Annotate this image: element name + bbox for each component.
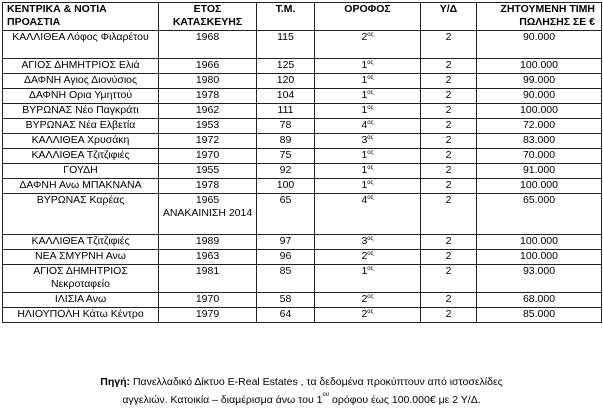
floor-suffix: ος bbox=[367, 294, 374, 300]
year-value: 1979 bbox=[195, 308, 220, 320]
cell-floor bbox=[315, 119, 421, 134]
cell-year bbox=[159, 149, 257, 164]
floor-suffix: ος bbox=[367, 309, 374, 315]
floor-suffix: ος bbox=[367, 135, 374, 141]
cell-price: 65.000 bbox=[477, 194, 602, 235]
cell-bath: 2 bbox=[421, 179, 477, 194]
cell-floor bbox=[315, 179, 421, 194]
table-row bbox=[3, 179, 602, 194]
cell-bath: 2 bbox=[421, 194, 477, 235]
cell-sqm: 65 bbox=[257, 194, 315, 235]
floor-suffix: ος bbox=[367, 75, 374, 81]
table-row bbox=[3, 164, 602, 179]
cell-price: 93.000 bbox=[477, 265, 602, 293]
table-row bbox=[3, 31, 602, 59]
year-value: 1955 bbox=[195, 164, 220, 176]
table-row bbox=[3, 250, 602, 265]
header-price: ΖΗΤΟΥΜΕΝΗ ΤΙΜΗ ΠΩΛΗΣΗΣ ΣΕ € bbox=[477, 3, 602, 31]
cell-area: ΔΑΦΝΗ Ανω ΜΠΑΚΝΑΝΑ bbox=[3, 179, 159, 194]
cell-sqm: 78 bbox=[257, 119, 315, 134]
source-note bbox=[0, 373, 603, 409]
floor-value: 1 bbox=[361, 149, 368, 161]
floor-value: 1 bbox=[361, 164, 368, 176]
cell-price: 90.000 bbox=[477, 31, 602, 59]
cell-year bbox=[159, 265, 257, 293]
cell-year bbox=[159, 293, 257, 308]
header-floor: ΟΡΟΦΟΣ bbox=[315, 3, 421, 31]
cell-floor bbox=[315, 104, 421, 119]
cell-bath: 2 bbox=[421, 265, 477, 293]
table-row bbox=[3, 265, 602, 293]
cell-year bbox=[159, 59, 257, 74]
floor-suffix: ος bbox=[367, 105, 374, 111]
floor-value: 2 bbox=[361, 293, 368, 305]
year-value: 1962 bbox=[195, 104, 220, 116]
source-label: Πηγή: bbox=[100, 376, 131, 388]
floor-value: 3 bbox=[361, 235, 368, 247]
cell-area: ΝΕΑ ΣΜΥΡΝΗ Ανω bbox=[3, 250, 159, 265]
cell-year bbox=[159, 194, 257, 235]
cell-area: ΓΟΥΔΗ bbox=[3, 164, 159, 179]
floor-suffix: ος bbox=[367, 165, 374, 171]
cell-area: ΒΥΡΩΝΑΣ Νέο Παγκράτι bbox=[3, 104, 159, 119]
cell-price: 68.000 bbox=[477, 293, 602, 308]
cell-bath: 2 bbox=[421, 134, 477, 149]
floor-value: 1 bbox=[361, 104, 368, 116]
floor-suffix: ος bbox=[367, 266, 374, 272]
cell-area: ΚΑΛΛΙΘΕΑ Τζιτζιφιές bbox=[3, 149, 159, 164]
table-row bbox=[3, 89, 602, 104]
floor-value: 1 bbox=[361, 74, 368, 86]
cell-area: ΚΑΛΛΙΘΕΑ Τζιτζιφιές bbox=[3, 235, 159, 250]
cell-floor bbox=[315, 74, 421, 89]
source-text-2b: ορόφου έως 100.000€ με 2 Υ/Δ. bbox=[329, 394, 481, 406]
table-row bbox=[3, 134, 602, 149]
cell-price: 100.000 bbox=[477, 179, 602, 194]
cell-price: 100.000 bbox=[477, 250, 602, 265]
cell-area: ΒΥΡΩΝΑΣ Νέα Ελβετία bbox=[3, 119, 159, 134]
cell-floor bbox=[315, 250, 421, 265]
cell-area: ΗΛΙΟΥΠΟΛΗ Κάτω Κέντρο bbox=[3, 308, 159, 323]
floor-suffix: ος bbox=[367, 150, 374, 156]
floor-suffix: ος bbox=[367, 251, 374, 257]
floor-suffix: ος bbox=[367, 90, 374, 96]
cell-bath: 2 bbox=[421, 119, 477, 134]
header-bath: Υ/Δ bbox=[421, 3, 477, 31]
cell-bath: 2 bbox=[421, 308, 477, 323]
table-row bbox=[3, 104, 602, 119]
cell-sqm: 97 bbox=[257, 235, 315, 250]
cell-floor bbox=[315, 31, 421, 59]
cell-year bbox=[159, 250, 257, 265]
cell-sqm: 92 bbox=[257, 164, 315, 179]
year-value: 1963 bbox=[195, 250, 220, 262]
cell-price: 100.000 bbox=[477, 104, 602, 119]
cell-year bbox=[159, 164, 257, 179]
floor-value: 2 bbox=[361, 31, 368, 43]
cell-floor bbox=[315, 89, 421, 104]
floor-value: 2 bbox=[361, 308, 368, 320]
cell-bath: 2 bbox=[421, 164, 477, 179]
cell-floor bbox=[315, 293, 421, 308]
year-value: 1978 bbox=[195, 179, 220, 191]
floor-suffix: ος bbox=[367, 236, 374, 242]
cell-bath: 2 bbox=[421, 104, 477, 119]
cell-sqm: 89 bbox=[257, 134, 315, 149]
cell-floor bbox=[315, 265, 421, 293]
year-value: 1970 bbox=[195, 149, 220, 161]
cell-sqm: 104 bbox=[257, 89, 315, 104]
cell-year bbox=[159, 134, 257, 149]
floor-value: 3 bbox=[361, 134, 368, 146]
cell-bath: 2 bbox=[421, 250, 477, 265]
cell-area: ΔΑΦΝΗ Αγιος Διονύσιος bbox=[3, 74, 159, 89]
cell-area: ΑΓΙΟΣ ΔΗΜΗΤΡΙΟΣ Νεκροταφείο bbox=[3, 265, 159, 293]
cell-sqm: 120 bbox=[257, 74, 315, 89]
listings-table bbox=[2, 2, 602, 323]
table-row bbox=[3, 59, 602, 74]
cell-sqm: 125 bbox=[257, 59, 315, 74]
header-year: ΕΤΟΣ ΚΑΤΑΣΚΕΥΗΣ bbox=[159, 3, 257, 31]
cell-bath: 2 bbox=[421, 89, 477, 104]
cell-year bbox=[159, 74, 257, 89]
year-value: 1978 bbox=[195, 89, 220, 101]
cell-area: ΑΓΙΟΣ ΔΗΜΗΤΡΙΟΣ Ελιά bbox=[3, 59, 159, 74]
floor-suffix: ος bbox=[367, 195, 374, 201]
year-value: 1953 bbox=[195, 119, 220, 131]
floor-value: 2 bbox=[361, 250, 368, 262]
year-value: 1970 bbox=[195, 293, 220, 305]
cell-bath: 2 bbox=[421, 59, 477, 74]
cell-bath: 2 bbox=[421, 31, 477, 59]
cell-sqm: 75 bbox=[257, 149, 315, 164]
floor-value: 1 bbox=[361, 89, 368, 101]
cell-bath: 2 bbox=[421, 149, 477, 164]
cell-price: 100.000 bbox=[477, 235, 602, 250]
table-body bbox=[3, 31, 602, 323]
source-line-2 bbox=[0, 391, 603, 409]
floor-value: 4 bbox=[361, 194, 368, 206]
cell-sqm: 115 bbox=[257, 31, 315, 59]
cell-bath: 2 bbox=[421, 293, 477, 308]
table-row bbox=[3, 235, 602, 250]
cell-area: ΙΛΙΣΙΑ Ανω bbox=[3, 293, 159, 308]
cell-floor bbox=[315, 59, 421, 74]
source-ordinal-suffix: ου bbox=[322, 392, 330, 398]
table-row bbox=[3, 119, 602, 134]
cell-area: ΔΑΦΝΗ Ορια Υμηττού bbox=[3, 89, 159, 104]
cell-sqm: 100 bbox=[257, 179, 315, 194]
year-value: 1966 bbox=[195, 59, 220, 71]
year-value: 1989 bbox=[195, 235, 220, 247]
table-row bbox=[3, 194, 602, 235]
cell-year bbox=[159, 31, 257, 59]
cell-floor bbox=[315, 149, 421, 164]
floor-value: 1 bbox=[361, 59, 368, 71]
floor-suffix: ος bbox=[367, 32, 374, 38]
cell-floor bbox=[315, 194, 421, 235]
cell-sqm: 111 bbox=[257, 104, 315, 119]
cell-price: 70.000 bbox=[477, 149, 602, 164]
floor-suffix: ος bbox=[367, 60, 374, 66]
cell-price: 72.000 bbox=[477, 119, 602, 134]
source-line-1 bbox=[0, 373, 603, 391]
cell-price: 99.000 bbox=[477, 74, 602, 89]
cell-year bbox=[159, 235, 257, 250]
year-value: 1972 bbox=[195, 134, 220, 146]
year-note: ΑΝΑΚΑΙΝΙΣΗ 2014 bbox=[162, 207, 253, 219]
table-row bbox=[3, 293, 602, 308]
cell-price: 83.000 bbox=[477, 134, 602, 149]
cell-sqm: 96 bbox=[257, 250, 315, 265]
cell-area: ΚΑΛΛΙΘΕΑ Χρυσάκη bbox=[3, 134, 159, 149]
cell-floor bbox=[315, 235, 421, 250]
source-text-1: Πανελλαδικό Δίκτυο E-Real Estates , τα δεδομένα προκύπτουν από ιστοσελίδες bbox=[130, 376, 503, 388]
floor-value: 1 bbox=[361, 179, 368, 191]
source-text-2a: αγγελιών. Κατοικία – διαμέρισμα άνω του 1 bbox=[122, 394, 323, 406]
floor-suffix: ος bbox=[367, 120, 374, 126]
cell-area: ΚΑΛΛΙΘΕΑ Λόφος Φιλαρέτου bbox=[3, 31, 159, 59]
cell-year bbox=[159, 179, 257, 194]
cell-sqm: 58 bbox=[257, 293, 315, 308]
header-sqm: Τ.Μ. bbox=[257, 3, 315, 31]
year-value: 1968 bbox=[195, 31, 220, 43]
cell-price: 85.000 bbox=[477, 308, 602, 323]
cell-year bbox=[159, 308, 257, 323]
cell-area: ΒΥΡΩΝΑΣ Καρέας bbox=[3, 194, 159, 235]
cell-price: 91.000 bbox=[477, 164, 602, 179]
floor-value: 4 bbox=[361, 119, 368, 131]
cell-year bbox=[159, 104, 257, 119]
floor-suffix: ος bbox=[367, 180, 374, 186]
floor-value: 1 bbox=[361, 265, 368, 277]
cell-price: 90.000 bbox=[477, 89, 602, 104]
cell-floor bbox=[315, 134, 421, 149]
cell-floor bbox=[315, 164, 421, 179]
year-value: 1981 bbox=[195, 265, 220, 277]
cell-floor bbox=[315, 308, 421, 323]
year-value: 1965 bbox=[195, 194, 220, 206]
cell-bath: 2 bbox=[421, 74, 477, 89]
cell-year bbox=[159, 89, 257, 104]
header-row bbox=[3, 3, 602, 31]
table-row bbox=[3, 308, 602, 323]
cell-year bbox=[159, 119, 257, 134]
table-row bbox=[3, 74, 602, 89]
cell-sqm: 64 bbox=[257, 308, 315, 323]
cell-price: 100.000 bbox=[477, 59, 602, 74]
table-row bbox=[3, 149, 602, 164]
year-value: 1980 bbox=[195, 74, 220, 86]
cell-sqm: 85 bbox=[257, 265, 315, 293]
header-area: ΚΕΝΤΡΙΚΑ & ΝΟΤΙΑ ΠΡΟΑΣΤΙΑ bbox=[3, 3, 159, 31]
cell-bath: 2 bbox=[421, 235, 477, 250]
